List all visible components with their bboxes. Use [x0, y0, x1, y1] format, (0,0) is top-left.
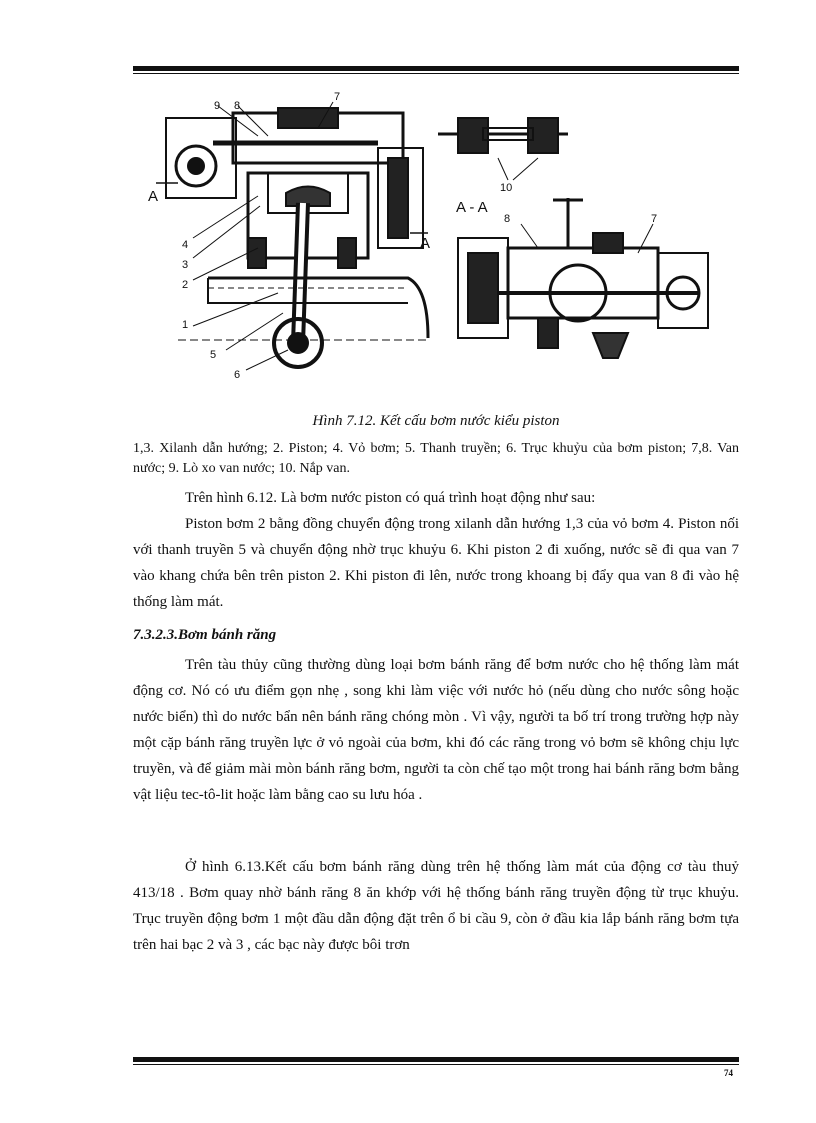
label-7: 7 — [334, 91, 341, 103]
label-a-right: A — [420, 235, 431, 252]
footer-rule — [133, 1057, 739, 1062]
left-pump-view — [156, 102, 431, 370]
label-8: 8 — [234, 100, 241, 112]
paragraph-piston-operation: Piston bơm 2 bằng đồng chuyển động trong xilanh dẫn hướng 1,3 của vỏ bơm 4. Piston nối với thanh truyền 5 và chuyển động nhờ trục khuỷu 6. Khi piston 2 đi xuống, nước sẽ đi qua van 7 vào khang chứa bên trên piston 2. Khi piston đi lên, nước trong khoang bị đẩy qua van 8 đi vào hệ thống làm mát. — [133, 516, 739, 610]
label-7b: 7 — [651, 213, 658, 225]
header-rule — [133, 66, 739, 71]
label-3: 3 — [182, 259, 189, 271]
paragraph-intro: Trên hình 6.12. Là bơm nước piston có quá trình hoạt động như sau: — [185, 490, 596, 506]
label-section-aa: A - A — [456, 199, 488, 216]
label-8b: 8 — [504, 213, 511, 225]
label-5: 5 — [210, 349, 217, 361]
label-6: 6 — [234, 369, 241, 381]
page-number: 74 — [724, 1068, 733, 1078]
label-2: 2 — [182, 279, 189, 291]
paragraph-gear-pump-structure: Ở hình 6.13.Kết cấu bơm bánh răng dùng trên hệ thống làm mát của động cơ tàu thuỷ 413/18 . Bơm quay nhờ bánh răng 8 ăn khớp với hệ thống bánh răng truyền động từ trục khuỷu. Trục truyền động bơm 1 một đầu dẫn động đặt trên ổ bi cầu 9, còn ở đầu kia lắp bánh răng bơm tựa trên hai bạc 2 và 3 , các bạc này được bôi trơn — [133, 859, 739, 953]
figure-caption: Hình 7.12. Kết cấu bơm nước kiểu piston — [312, 413, 560, 429]
top-right-valve-cover-view — [438, 118, 568, 180]
paragraph-gear-pump: Trên tàu thủy cũng thường dùng loại bơm bánh răng để bơm nước cho hệ thống làm mát động cơ. Nó có ưu điểm gọn nhẹ , song khi làm việc với nước hỏ (nếu dùng cho nước sông hoặc nước biển) thì do nước bẩn nên bánh răng chóng mòn . Vì vậy, người ta bố trí trong trường hợp này một cặp bánh răng truyền lực ở vỏ ngoài của bơm, khi đó các răng trong vỏ bơm sẽ không chịu lực truyền, và để giảm mài mòn bánh răng bơm, người ta còn chế tạo một trong hai bánh răng bơm bằng vật liệu tec-tô-lit hoặc làm bằng cao su lưu hóa . — [133, 657, 739, 803]
section-heading: 7.3.2.3.Bơm bánh răng — [133, 627, 277, 643]
label-a-left: A — [148, 188, 159, 205]
piston-pump-drawing — [138, 88, 738, 388]
label-1: 1 — [182, 319, 189, 331]
pump-figure — [138, 88, 738, 388]
header-rule-thin — [133, 73, 739, 74]
label-10: 10 — [500, 182, 513, 194]
footer-rule-thin — [133, 1064, 739, 1065]
label-9: 9 — [214, 100, 221, 112]
section-a-a-view — [458, 198, 708, 358]
figure-legend: 1,3. Xilanh dẫn hướng; 2. Piston; 4. Vỏ bơm; 5. Thanh truyền; 6. Trục khuỷu của bơm piston; 7,8. Van nước; 9. Lò xo van nước; 10. Nắp van. — [133, 441, 739, 476]
label-4: 4 — [182, 239, 189, 251]
